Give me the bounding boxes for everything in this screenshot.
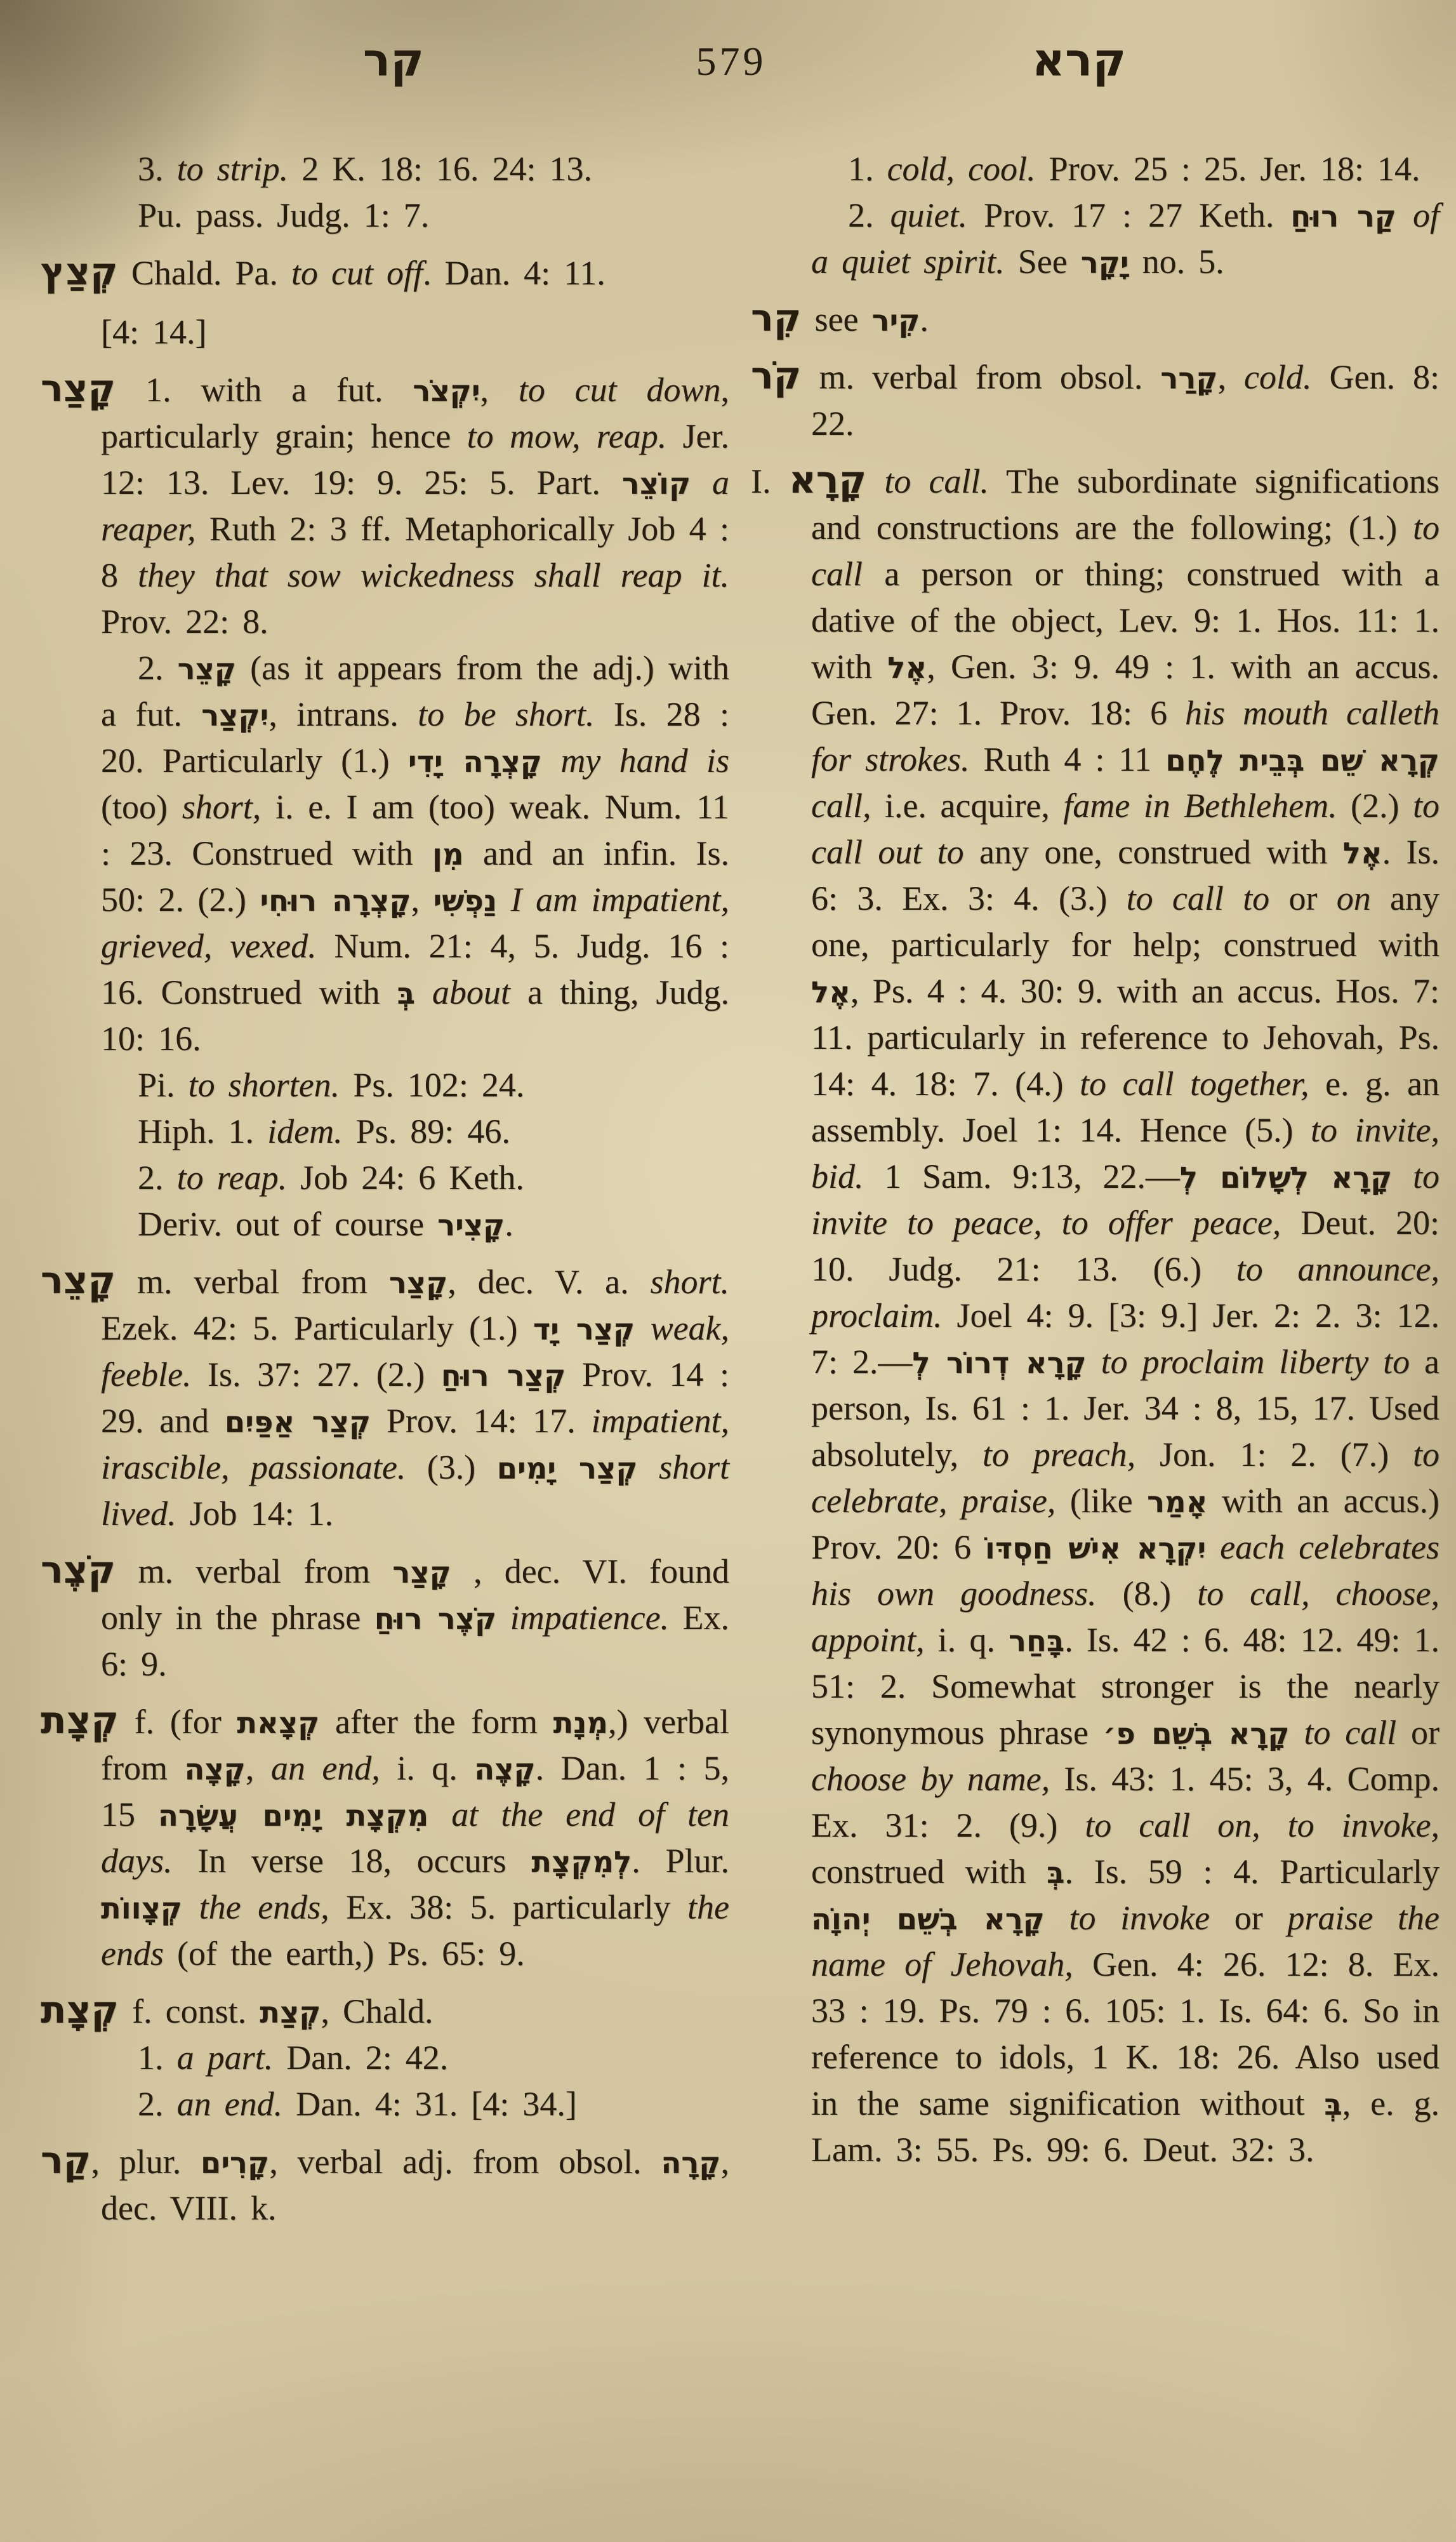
hebrew-headword: קֹצֶר [41,1548,116,1592]
italic-text: they that sow wickedness shall reap it. [137,556,730,594]
italic-text: to call together, [1080,1065,1309,1103]
italic-text: to call [811,509,1439,593]
hebrew-headword: קְצַץ [41,250,118,294]
italic-text: to call to [1126,879,1270,917]
hebrew-text: קְצָווֹת [101,1891,183,1926]
paragraph: Pi. to shorten. Ps. 102: 24. [138,1066,525,1104]
italic-text: to cut off [291,254,423,292]
hebrew-text: יִקְצַר [201,698,269,733]
hebrew-text: קָרִים [201,2146,270,2180]
hebrew-text: קְרָא שֵׁם בְּבֵית לֶחֶם [1165,743,1439,778]
hebrew-text: קָצְרָה יָדִי [407,745,542,779]
hebrew-text: קָצִיר [437,1208,505,1242]
hebrew-text: קְצַת [260,1995,321,2030]
hebrew-headword: קֹר [751,354,802,398]
paragraph: Deriv. out of course קָצִיר. [138,1205,513,1243]
hebrew-text: יָקָר [1080,246,1129,280]
italic-text: a part. [176,2039,274,2077]
paragraph: Pu. pass. Judg. 1: 7. [138,196,430,234]
italic-text: to celebrate, praise, [811,1435,1439,1520]
hebrew-headword: קַר [41,2139,91,2183]
hebrew-text: קָרָא בְשֵׁם פ׳ [1102,1717,1290,1751]
hebrew-headword: קִר [751,296,802,340]
italic-text: a reaper, [101,463,730,548]
italic-text: impatient, irascible, passionate. [101,1402,729,1486]
italic-text: the ends [101,1888,730,1973]
paragraph: 2. to reap. Job 24: 6 Keth. [138,1159,524,1197]
hebrew-text: בְּ [1324,2087,1342,2122]
entry-paragraph: קְצָת f. const. קְצַת, Chald. [41,1988,433,2032]
hebrew-text: לְמִקְצָת [531,1845,632,1879]
italic-text: short. [650,1263,729,1301]
entry-paragraph: קִר see קִיר. [751,296,929,340]
italic-text: to strip. [176,150,289,188]
hebrew-text: מְנָת [553,1706,608,1740]
header-keyword-left: קר [362,33,425,86]
entry-paragraph: קַר, plur. קָרִים, verbal adj. from obsol. קָרָה, dec. VIII. k. [41,2139,729,2227]
italic-text: the ends, [199,1888,329,1926]
text-columns [0,133,1456,2482]
italic-text: an end. [176,2085,283,2123]
hebrew-text: קָרָא בְשֵׁם יְהוָֹה [811,1902,1045,1936]
page-number: 579 [696,39,767,84]
paragraph: 2. an end. Dan. 4: 31. [4: 34.] [138,2085,577,2123]
italic-text: about [432,973,510,1011]
paragraph: 1. a part. Dan. 2: 42. [138,2039,449,2077]
italic-text: to call, choose, appoint, [811,1574,1440,1659]
italic-text: I am impatient, grieved, vexed. [101,881,730,965]
hebrew-text: קָרָא לְשָׁלוֹם לְ [1179,1161,1393,1195]
hebrew-text: בָּחַר [1009,1624,1065,1658]
hebrew-text: קָצְרָה רוּחִי [260,884,411,918]
italic-text: to preach, [982,1435,1136,1474]
hebrew-text: קְצַר אַפַּיִם [224,1405,371,1439]
right-column [751,146,1439,2482]
entry-paragraph: קָצַר 1. with a fut. יִקְצֹר, to cut down, particularly grain; hence to mow, reap. Jer. 12: 13. Lev. 19: 9. 25: 5. Part. קוֹצֵר a reaper, Ruth 2: 3 ff. Metaphorically Job 4 : 8 they that sow wickedness shall reap it. Prov. 22: 8. [41,367,730,641]
paragraph: [4: 14.] [101,313,207,351]
hebrew-text: מִקְצָת יָמִים עֲשָׂרָה [157,1799,429,1833]
italic-text: my hand is [560,742,729,780]
hebrew-text: מִן [432,837,464,872]
hebrew-text: יִקְרָא אִישׁ חַסְדּוֹ [984,1531,1207,1566]
italic-text: of a quiet spirit. [811,196,1440,281]
italic-text: his mouth calleth for strokes. [811,694,1439,778]
hebrew-text: קָצַר [388,1266,448,1300]
hebrew-text: קָצֶה [474,1752,536,1787]
hebrew-text: אֶל [887,651,927,685]
hebrew-text: קָצָה [184,1752,246,1787]
hebrew-text: נַפְשִׁי [433,884,498,918]
italic-text: on [1336,879,1371,917]
italic-text: to invite, bid. [811,1111,1439,1195]
entry-paragraph: קְצַץ Chald. Pa. to cut off. Dan. 4: 11. [41,250,606,294]
italic-text: to be short. [418,695,595,733]
hebrew-headword: קָצַר [41,367,116,411]
hebrew-text: קְצַר יָד [533,1312,635,1347]
italic-text: to call out to [811,787,1440,871]
entry-paragraph: קָצֵר m. verbal from קָצַר, dec. V. a. short. Ezek. 42: 5. Particularly (1.) קְצַר יָד weak, feeble. Is. 37: 27. (2.) קְצַר רוּחַ Prov. 14 : 29. and קְצַר אַפַּיִם Prov. 14: 17. impatient, irascible, passionate. (3.) קְצַר יָמִים short lived. Job 14: 1. [41,1259,730,1533]
paragraph: 1. cold, cool. Prov. 25 : 25. Jer. 18: 14. [848,150,1420,188]
hebrew-text: בְּ [397,976,415,1011]
hebrew-text: קְצָאת [237,1706,320,1740]
italic-text: short, [182,788,261,826]
italic-text: at the end of ten days. [101,1795,730,1880]
italic-text: call, [811,787,871,825]
italic-text: to reap. [176,1159,288,1197]
hebrew-text: קְצַר רוּחַ [440,1359,566,1393]
hebrew-headword: קְצָת [41,1699,119,1743]
paragraph: 2. quiet. Prov. 17 : 27 Keth. קַר רוּחַ of a quiet spirit. See יָקָר no. 5. [811,196,1440,281]
entry-paragraph: קֹר m. verbal from obsol. קָרַר, cold. Gen. 8: 22. [751,354,1440,443]
hebrew-text: קֹצֶר רוּחַ [374,1602,497,1636]
italic-text: fame in Bethlehem. [1063,787,1337,825]
hebrew-text: קָרַר [1160,361,1218,396]
hebrew-text: אֶל [1342,836,1382,870]
hebrew-text: קְצַר יָמִים [496,1451,638,1486]
italic-text: to call. [884,462,989,500]
italic-text: to mow, reap. [467,417,667,455]
hebrew-text: יִקְצֹר [413,374,480,408]
italic-text: to announce, proclaim. [811,1250,1439,1334]
hebrew-text: קַר רוּחַ [1290,199,1396,234]
paragraph: 2. קָצֵר (as it appears from the adj.) with a fut. יִקְצַר, intrans. to be short. Is. 28 : 20. Particularly (1.) קָצְרָה יָדִי my hand is (too) short, i. e. I am (too) weak. Num. 11 : 23. Construed with מִן and an infin. Is. 50: 2. (2.) קָצְרָה רוּחִי, נַפְשִׁי I am impatient, grieved, vexed. Num. 21: 4, 5. Judg. 16 : 16. Construed with בְּ about a thing, Judg. 10: 16. [101,649,730,1058]
italic-text: weak, feeble. [101,1309,730,1394]
paragraph: Hiph. 1. idem. Ps. 89: 46. [138,1112,510,1150]
italic-text: to shorten. [188,1066,340,1104]
italic-text: praise the name of Jehovah, [811,1899,1439,1983]
hebrew-headword: קָצֵר [41,1259,116,1303]
italic-text: to call [1304,1714,1397,1752]
italic-text: to call on, to invoke, [1085,1806,1439,1844]
italic-text: quiet. [890,196,967,234]
hebrew-text: קָרָה [661,2146,721,2180]
italic-text: cold, cool. [887,150,1036,188]
entry-paragraph: I. קָרָא to call. The subordinate significations and constructions are the following; (1.) to call a person or thing; construed with a dative of the object, Lev. 9: 1. Hos. 11: 1. with אֶל, Gen. 3: 9. 49 : 1. with an accus. Gen. 27: 1. Prov. 18: 6 his mouth calleth for strokes. Ruth 4 : 11 קְרָא שֵׁם בְּבֵית לֶחֶם call, i.e. acquire, fame in Bethlehem. (2.) to call out to any one, construed with אֶל. Is. 6: 3. Ex. 3: 4. (3.) to call to or on any one, particularly for help; construed with אֶל, Ps. 4 : 4. 30: 9. with an accus. Hos. 7: 11. particularly in reference to Jehovah, Ps. 14: 4. 18: 7. (4.) to call together, e. g. an assembly. Joel 1: 14. Hence (5.) to invite, bid. 1 Sam. 9:13, 22.—קָרָא לְשָׁלוֹם לְ to invite to peace, to offer peace, Deut. 20: 10. Judg. 21: 13. (6.) to announce, proclaim. Joel 4: 9. [3: 9.] Jer. 2: 2. 3: 12. 7: 2.—קָרָא דְרוֹר לְ to proclaim liberty to a person, Is. 61 : 1. Jer. 34 : 8, 15, 17. Used absolutely, to preach, Jon. 1: 2. (7.) to celebrate, praise, (like אָמַר with an accus.) Prov. 20: 6 יִקְרָא אִישׁ חַסְדּוֹ each celebrates his own goodness. (8.) to call, choose, appoint, i. q. בָּחַר. Is. 42 : 6. 48: 12. 49: 1. 51: 2. Somewhat stronger is the nearly synonymous phrase קָרָא בְשֵׁם פ׳ to call or choose by name, Is. 43: 1. 45: 3, 4. Comp. Ex. 31: 2. (9.) to call on, to invoke, construed with בְּ. Is. 59 : 4. Particularly קָרָא בְשֵׁם יְהוָֹה to invoke or praise the name of Jehovah, Gen. 4: 26. 12: 8. Ex. 33 : 19. Ps. 79 : 6. 105: 1. Is. 64: 6. So in reference to idols, 1 K. 18: 26. Also used in the same signification without בְּ, e. g. Lam. 3: 55. Ps. 99: 6. Deut. 32: 3. [751,458,1440,2169]
hebrew-text: אֶל [811,975,850,1009]
hebrew-text: קָצַר [392,1555,451,1590]
italic-text: each celebrates his own goodness. [811,1528,1439,1613]
paragraph: 3. to strip. 2 K. 18: 16. 24: 13. [138,150,593,188]
italic-text: short lived. [101,1448,729,1533]
hebrew-text: אָמַר [1147,1485,1208,1519]
left-column [41,146,729,2482]
hebrew-text: קוֹצֵר [621,467,691,501]
italic-text: idem. [267,1112,343,1150]
italic-text: to proclaim liberty to [1101,1343,1410,1381]
page-header [0,0,1456,133]
italic-text: to cut down [518,371,721,409]
hebrew-headword: קְצָת [41,1988,119,2032]
entry-paragraph: קְצָת f. (for קְצָאת after the form מְנָת,) verbal from קָצָה, an end, i. q. קָצֶה. Dan. 1 : 5, 15 מִקְצָת יָמִים עֲשָׂרָה at the end of ten days. In verse 18, occurs לְמִקְצָת. Plur. קְצָווֹת the ends, Ex. 38: 5. particularly the ends (of the earth,) Ps. 65: 9. [41,1699,730,1973]
entry-paragraph: קֹצֶר m. verbal from קָצַר , dec. VI. found only in the phrase קֹצֶר רוּחַ impatience. Ex. 6: 9. [41,1548,730,1683]
italic-text: an end, [270,1749,380,1787]
italic-text: to invite to peace, to offer peace, [811,1157,1440,1242]
hebrew-text: בְּ [1047,1856,1065,1890]
header-keyword-right: קרא [1031,33,1127,86]
italic-text: cold. [1244,358,1312,396]
italic-text: choose by name, [811,1760,1050,1798]
italic-text: to invoke [1069,1899,1210,1937]
hebrew-text: קָרָא דְרוֹר לְ [912,1346,1087,1380]
hebrew-text: קִיר [871,303,920,338]
hebrew-headword: קָרָא [788,458,867,502]
italic-text: impatience. [510,1599,670,1637]
hebrew-text: קָצֵר [177,652,237,686]
